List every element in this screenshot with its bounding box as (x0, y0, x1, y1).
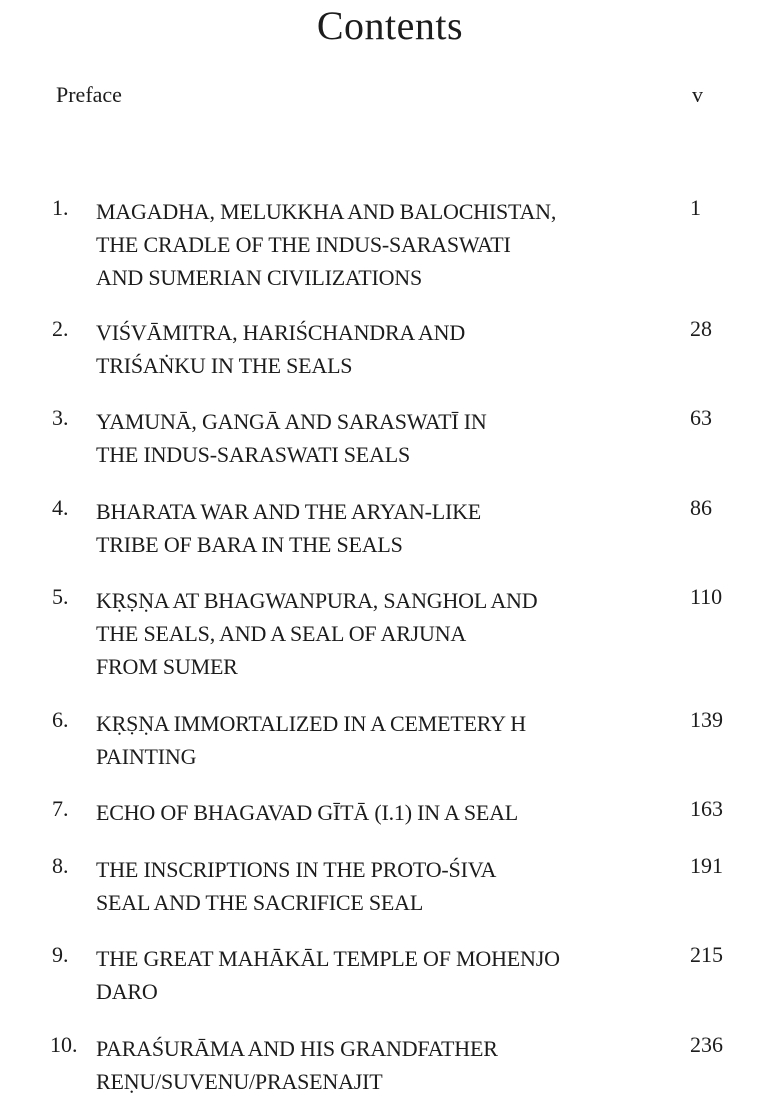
chapter-number: 1. (52, 195, 69, 220)
chapter-title (96, 707, 676, 773)
chapter-page-number: 63 (690, 405, 712, 430)
chapter-number: 9. (52, 942, 69, 967)
chapter-number: 3. (52, 405, 69, 430)
chapter-page-number: 163 (690, 796, 723, 821)
chapter-page-number: 1 (690, 195, 701, 220)
chapter-page-number: 28 (690, 316, 712, 341)
chapter-title (96, 942, 676, 1008)
page-title: Contents (316, 3, 464, 48)
chapter-title-line: VIŚVĀMITRA, HARIŚCHANDRA AND (96, 320, 466, 345)
chapter-title-line: AND SUMERIAN CIVILIZATIONS (96, 265, 423, 290)
chapter-title-line: DARO (96, 979, 158, 1004)
chapter-title-line: MAGADHA, MELUKKHA AND BALOCHISTAN, (96, 199, 557, 224)
chapter-page-number: 215 (690, 942, 723, 967)
chapter-title-line: THE CRADLE OF THE INDUS-SARASWATI (96, 232, 511, 257)
chapter-number: 2. (52, 316, 69, 341)
chapter-title-line: KṚṢṆA IMMORTALIZED IN A CEMETERY H (96, 711, 526, 736)
chapter-title (96, 796, 676, 829)
chapter-title-line: REṆU/SUVENU/PRASENAJIT (96, 1069, 383, 1094)
chapter-number: 8. (52, 853, 69, 878)
chapter-title (96, 584, 676, 683)
chapter-title (96, 1032, 676, 1098)
chapter-title-line: SEAL AND THE SACRIFICE SEAL (96, 890, 424, 915)
chapter-title-line: ECHO OF BHAGAVAD GĪTĀ (I.1) IN A SEAL (96, 800, 519, 825)
chapter-title-line: THE INSCRIPTIONS IN THE PROTO-ŚIVA (96, 857, 497, 882)
preface-label: Preface (56, 82, 122, 107)
chapter-page-number: 110 (690, 584, 723, 609)
chapter-title (96, 195, 676, 294)
chapter-page-number: 139 (690, 707, 723, 732)
chapter-number: 5. (52, 584, 69, 609)
chapter-title-line: PARAŚURĀMA AND HIS GRANDFATHER (96, 1036, 498, 1061)
chapter-title (96, 316, 676, 382)
chapter-number: 10. (50, 1032, 78, 1057)
chapter-title-line: YAMUNĀ, GANGĀ AND SARASWATĪ IN (96, 409, 487, 434)
chapter-title-line: THE GREAT MAHĀKĀL TEMPLE OF MOHENJO (96, 946, 560, 971)
chapter-title-line: FROM SUMER (96, 654, 238, 679)
chapter-title-line: THE INDUS-SARASWATI SEALS (96, 442, 411, 467)
preface-page-number: v (692, 82, 703, 107)
chapter-title (96, 853, 676, 919)
chapter-page-number: 236 (690, 1032, 723, 1057)
chapter-title (96, 495, 676, 561)
chapter-number: 7. (52, 796, 69, 821)
chapter-title-line: KṚṢṆA AT BHAGWANPURA, SANGHOL AND (96, 588, 538, 613)
chapter-page-number: 191 (690, 853, 723, 878)
chapter-title-line: BHARATA WAR AND THE ARYAN-LIKE (96, 499, 482, 524)
chapter-page-number: 86 (690, 495, 712, 520)
chapter-title-line: PAINTING (96, 744, 197, 769)
chapter-number: 6. (52, 707, 69, 732)
chapter-number: 4. (52, 495, 69, 520)
chapter-title-line: TRIŚAṄKU IN THE SEALS (96, 353, 353, 378)
chapter-title (96, 405, 676, 471)
chapter-title-line: TRIBE OF BARA IN THE SEALS (96, 532, 403, 557)
chapter-title-line: THE SEALS, AND A SEAL OF ARJUNA (96, 621, 467, 646)
